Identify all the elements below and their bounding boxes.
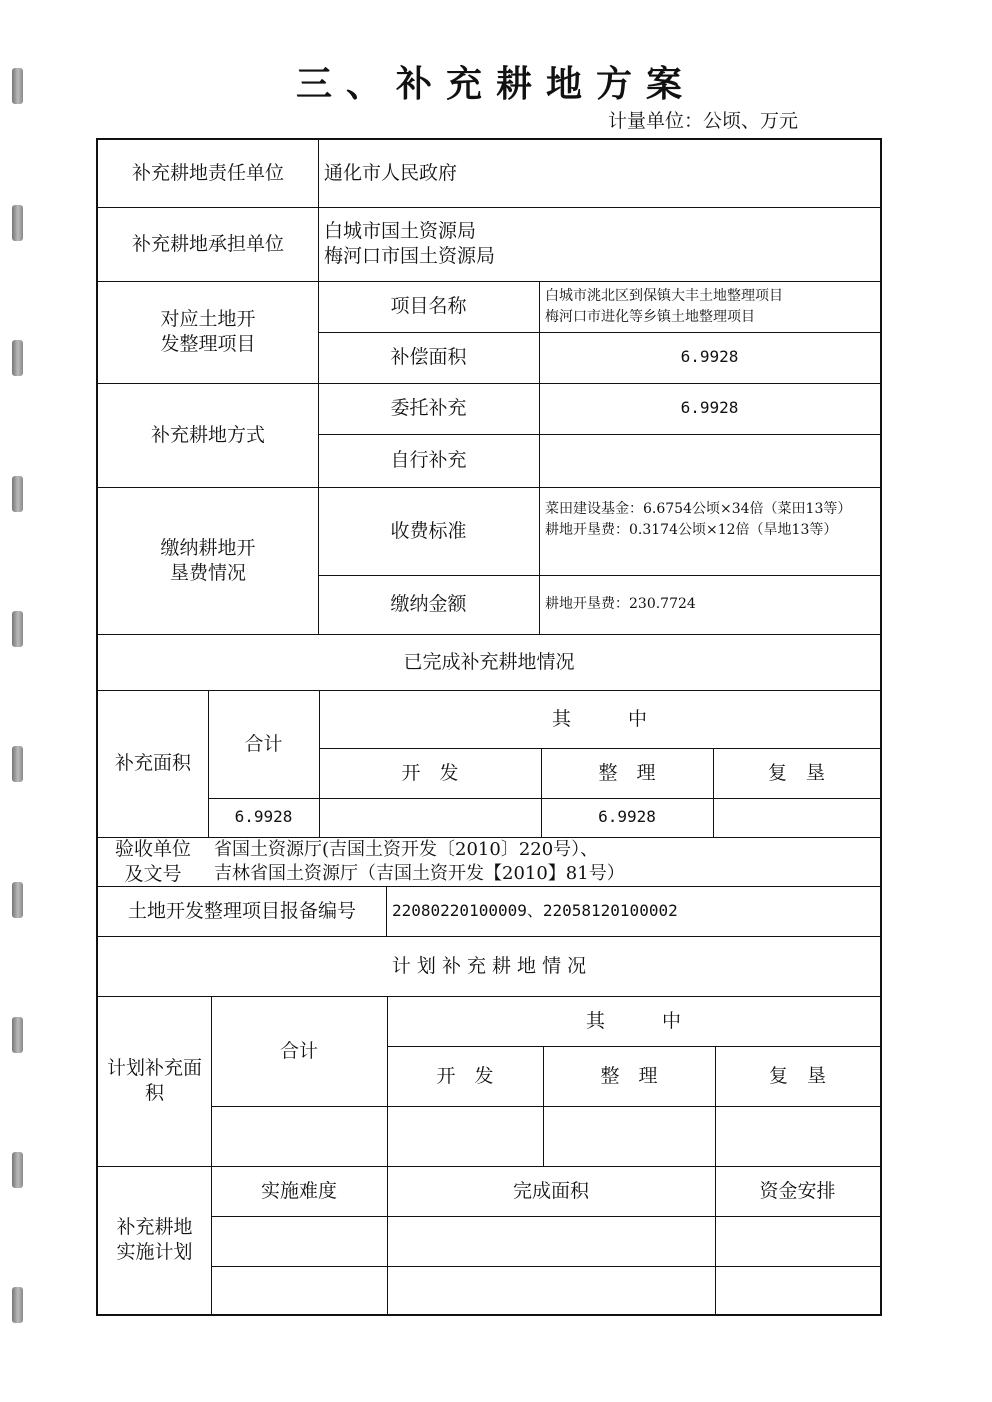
completed-section-title: 已完成补充耕地情况 xyxy=(403,650,575,673)
entrusted-value: 6.9928 xyxy=(680,398,739,418)
planned-develop-label: 开 发 xyxy=(436,1064,494,1087)
binder-hole xyxy=(12,611,23,647)
acceptance-label: 验收单位 及文号 xyxy=(114,837,191,885)
binder-hole xyxy=(12,1287,23,1323)
responsible-unit-value: 通化市人民政府 xyxy=(324,162,458,185)
fee-amount-value: 耕地开垦费：230.7724 xyxy=(545,596,696,612)
planned-section-title: 计 划 补 充 耕 地 情 况 xyxy=(391,954,587,977)
completed-reclaim-value xyxy=(713,798,880,837)
self-supplement-value xyxy=(539,434,880,487)
responsible-unit-label: 补充耕地责任单位 xyxy=(131,162,284,185)
completed-develop-label: 开 发 xyxy=(401,761,459,784)
funding-label: 资金安排 xyxy=(759,1179,836,1202)
compensation-area-label: 补偿面积 xyxy=(390,346,467,369)
acceptance-value: 省国土资源厅(吉国土资开发〔2010〕220号）、 吉林省国土资源厅（吉国土资开发【2010】81号） xyxy=(214,839,625,884)
binder-hole xyxy=(12,1152,23,1188)
binder-hole xyxy=(12,882,23,918)
planned-area-label: 计划补充面 积 xyxy=(106,1057,202,1104)
planned-among-label: 其 中 xyxy=(585,1009,681,1032)
project-label: 对应土地开 发整理项目 xyxy=(160,308,256,355)
completed-area-plan-label: 完成面积 xyxy=(512,1179,589,1202)
completed-consolidate-value: 6.9928 xyxy=(598,807,656,827)
completed-consolidate-label: 整 理 xyxy=(598,761,656,784)
record-number-label: 土地开发整理项目报备编号 xyxy=(127,899,356,922)
planned-total-label: 合计 xyxy=(279,1039,318,1062)
fee-label: 缴纳耕地开 垦费情况 xyxy=(160,536,256,584)
unit-note: 计量单位：公顷、万元 xyxy=(608,110,799,132)
completed-reclaim-label: 复 垦 xyxy=(767,761,825,784)
undertaking-unit-value: 白城市国土资源局 梅河口市国土资源局 xyxy=(324,220,496,267)
supplementary-farmland-table xyxy=(96,138,882,1316)
project-name-value: 白城市洮北区到保镇大丰土地整理项目 梅河口市进化等乡镇土地整理项目 xyxy=(545,287,783,325)
page-title: 三、补充耕地方案 xyxy=(295,63,696,105)
completed-area-label: 补充面积 xyxy=(114,752,191,775)
binder-hole xyxy=(12,205,23,241)
binder-hole xyxy=(12,340,23,376)
undertaking-unit-label: 补充耕地承担单位 xyxy=(131,232,284,255)
project-name-label: 项目名称 xyxy=(390,295,467,318)
self-supplement-label: 自行补充 xyxy=(390,449,467,472)
planned-consolidate-label: 整 理 xyxy=(600,1064,658,1087)
fee-standard-label: 收费标准 xyxy=(390,519,467,542)
completed-develop-value xyxy=(319,798,541,837)
completed-total-label: 合计 xyxy=(244,732,283,755)
fee-amount-label: 缴纳金额 xyxy=(390,593,467,616)
binder-hole xyxy=(12,476,23,512)
implementation-plan-label: 补充耕地 实施计划 xyxy=(116,1216,193,1263)
completed-among-label: 其 中 xyxy=(551,707,647,730)
completed-total-value: 6.9928 xyxy=(234,807,293,827)
record-number-value: 22080220100009、22058120100002 xyxy=(392,900,678,920)
method-label: 补充耕地方式 xyxy=(150,423,265,446)
difficulty-label: 实施难度 xyxy=(260,1179,337,1202)
fee-standard-value: 菜田建设基金：6.6754公顷×34倍（菜田13等） 耕地开垦费：0.3174公顷×12倍（旱地13等） xyxy=(545,501,852,538)
binder-hole xyxy=(12,746,23,782)
binder-hole xyxy=(12,1017,23,1053)
planned-reclaim-label: 复 垦 xyxy=(768,1064,826,1087)
entrusted-label: 委托补充 xyxy=(390,397,467,420)
compensation-area-value: 6.9928 xyxy=(680,347,739,367)
